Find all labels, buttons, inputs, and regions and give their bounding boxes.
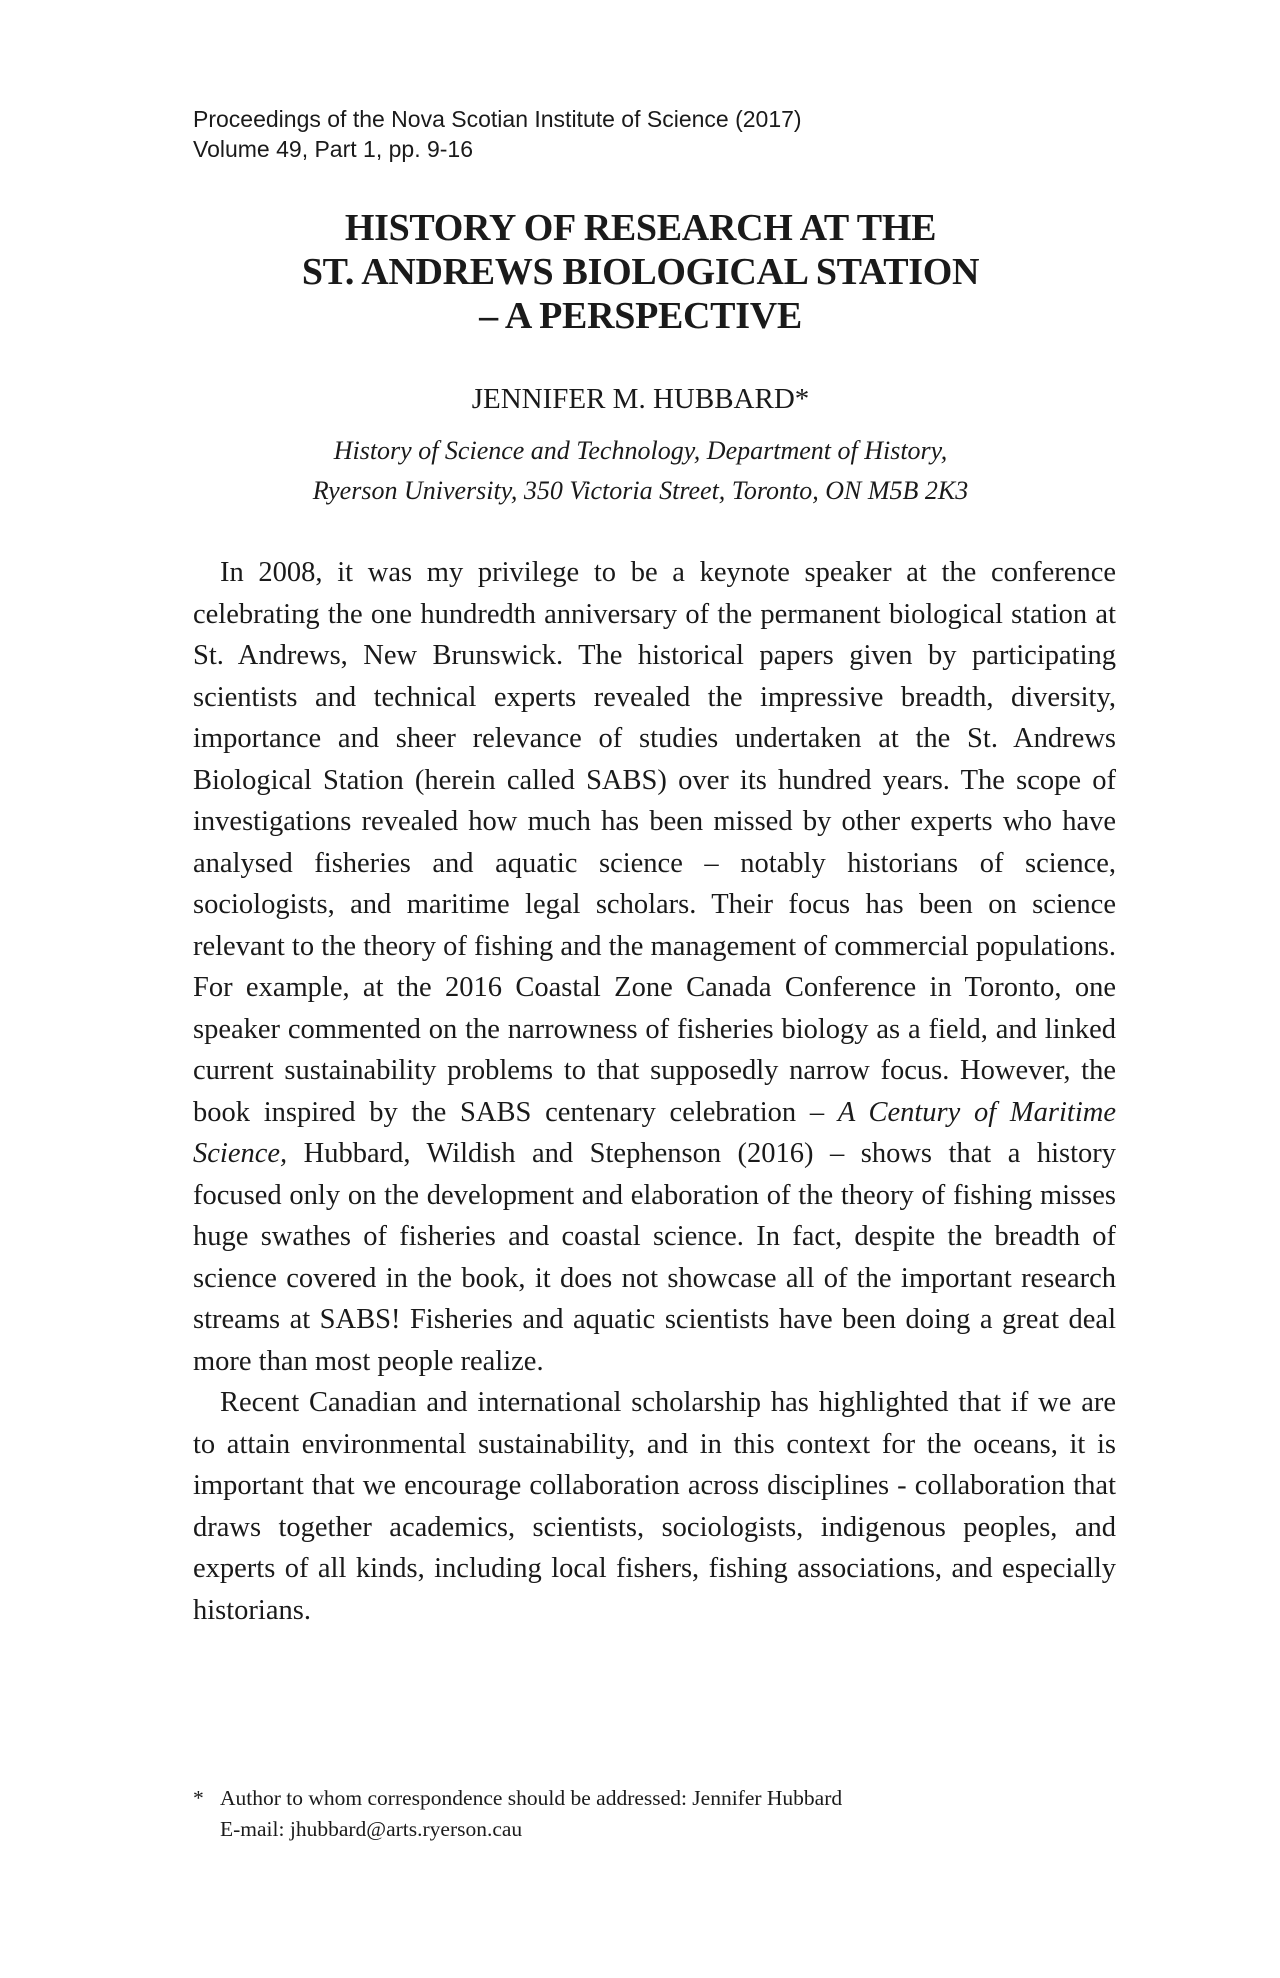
author-affiliation xyxy=(193,431,1088,511)
footnote-line-2: E-mail: jhubbard@arts.ryerson.cau xyxy=(220,1817,523,1841)
journal-citation: Proceedings of the Nova Scotian Institute of Science (2017) xyxy=(193,106,802,132)
affiliation-line-1: History of Science and Technology, Department of History, xyxy=(333,436,948,465)
article-body xyxy=(193,552,1116,1631)
paragraph-1-text-b: Hubbard, Wildish and Stephenson (2016) – shows that a history focused only on the development and elaboration of the theory of fishing misses huge swathes of fisheries and coastal science. In fact, despite the breadth of science covered in the book, it does not showcase all of the important research streams at SABS! Fisheries and aquatic scientists have been doing a great deal more than most people realize. xyxy=(193,1138,1116,1377)
footnote xyxy=(193,1783,842,1845)
author-name: JENNIFER M. HUBBARD* xyxy=(471,383,810,415)
book-title: A Century of Maritime Science, xyxy=(193,1096,1116,1169)
paragraph-1-text-a: In 2008, it was my privilege to be a keynote speaker at the conference celebrating the one hundredth anniversary of the permanent biological station at St. Andrews, New Brunswick. The historical papers given by participating scientists and technical experts revealed the impressive breadth, diversity, importance and sheer relevance of studies undertaken at the St. Andrews Biological Station (herein called SABS) over its hundred years. The scope of investigations revealed how much has been missed by other experts who have analysed fisheries and aquatic science – notably historians of science, sociologists, and maritime legal scholars. Their focus has been on science relevant to the theory of fishing and the management of commercial populations. For example, at the 2016 Coastal Zone Canada Conference in Toronto, one speaker commented on the narrowness of fisheries biology as a field, and linked current sustainability problems to that supposedly narrow focus. However, the book inspired by the SABS centenary celebration – xyxy=(193,557,1116,1128)
footnote-mark: * xyxy=(193,1786,204,1810)
footnote-line-1: Author to whom correspondence should be addressed: Jennifer Hubbard xyxy=(220,1786,843,1810)
title-line-3: – A PERSPECTIVE xyxy=(479,295,802,337)
footnote-correspondence xyxy=(193,1783,842,1814)
journal-header xyxy=(193,104,802,164)
footnote-email xyxy=(193,1814,842,1845)
paragraph-1 xyxy=(193,552,1116,1382)
volume-info: Volume 49, Part 1, pp. 9-16 xyxy=(193,136,474,162)
paragraph-2: Recent Canadian and international scholarship has highlighted that if we are to attain environmental sustainability, and in this context for the oceans, it is important that we encourage collaboration across disciplines - collaboration that draws together academics, scientists, sociologists, indigenous peoples, and experts of all kinds, including local fishers, fishing associations, and especially historians. xyxy=(193,1387,1116,1626)
title-line-2: ST. ANDREWS BIOLOGICAL STATION xyxy=(301,251,980,293)
title-line-1: HISTORY OF RESEARCH AT THE xyxy=(344,207,937,249)
affiliation-line-2: Ryerson University, 350 Victoria Street, Toronto, ON M5B 2K3 xyxy=(312,476,969,505)
article-title xyxy=(193,206,1088,338)
